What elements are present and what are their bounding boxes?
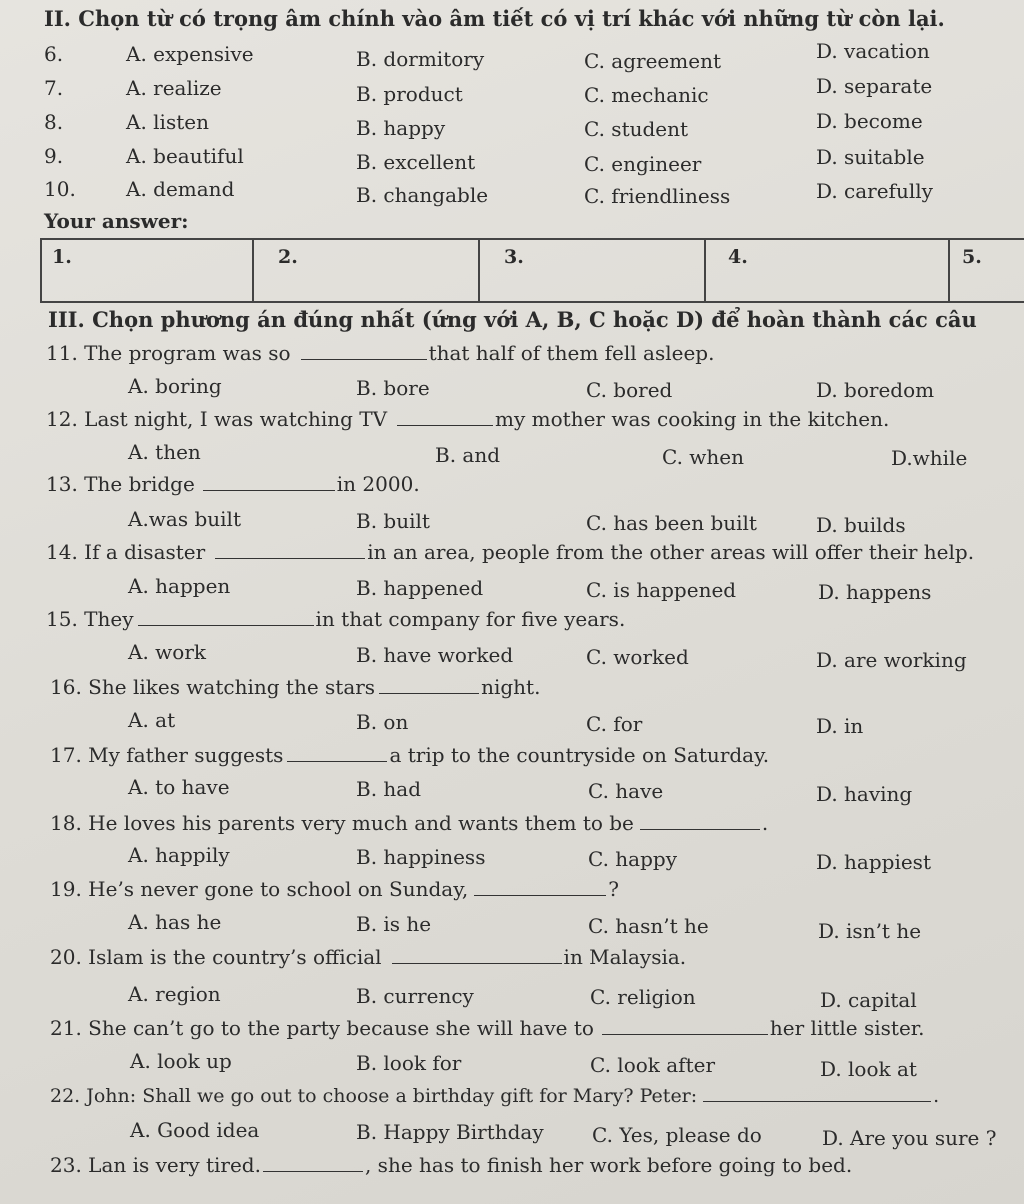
option-a: A. beautiful	[126, 144, 244, 168]
answer-blank[interactable]	[474, 894, 606, 896]
answer-cell-label: 2.	[278, 246, 298, 268]
stem-after-blank: that half of them fell asleep.	[428, 341, 715, 365]
your-answer-label: Your answer:	[44, 209, 189, 233]
question-stem	[50, 811, 768, 835]
option-c: C. student	[584, 117, 689, 141]
option-a: A. happen	[128, 574, 231, 598]
option-b: B. is he	[356, 912, 432, 936]
option-a: A. then	[128, 440, 201, 464]
question-stem	[50, 945, 686, 969]
stem-before-blank: 19. He’s never gone to school on Sunday,	[50, 877, 469, 901]
option-c: C. when	[662, 445, 745, 469]
option-d: D. builds	[816, 513, 906, 537]
option-b: B. and	[435, 443, 501, 467]
answer-cell-label: 3.	[504, 246, 524, 268]
question-stem	[46, 341, 714, 365]
stem-before-blank: 23. Lan is very tired.	[50, 1153, 261, 1177]
answer-cell-1[interactable]	[41, 239, 253, 302]
option-a: A. look up	[130, 1049, 232, 1073]
option-b: B. bore	[356, 376, 430, 400]
answer-cell-5[interactable]	[949, 239, 1024, 302]
stem-after-blank: ?	[608, 877, 619, 901]
answer-cell-label: 4.	[728, 246, 748, 268]
stem-after-blank: in Malaysia.	[563, 945, 687, 969]
option-d: D. in	[816, 714, 864, 738]
answer-cell-label: 5.	[962, 246, 982, 268]
option-a: A. realize	[126, 76, 222, 100]
option-b: B. happy	[356, 116, 446, 140]
option-d: D. look at	[820, 1057, 917, 1081]
answer-blank[interactable]	[379, 692, 479, 694]
option-c: C. hasn’t he	[588, 914, 709, 938]
answer-blank[interactable]	[263, 1170, 363, 1172]
option-a: A. to have	[128, 775, 230, 799]
question-stem	[50, 1016, 925, 1040]
stem-before-blank: 20. Islam is the country’s official	[50, 945, 382, 969]
question-stem	[50, 877, 619, 901]
option-b: B. changable	[356, 183, 489, 207]
question-stem	[50, 675, 540, 699]
option-c: C. mechanic	[584, 83, 709, 107]
answer-blank[interactable]	[287, 760, 387, 762]
option-d: D. suitable	[816, 145, 925, 169]
option-b: B. happened	[356, 576, 484, 600]
option-c: C. have	[588, 779, 664, 803]
option-c: C. engineer	[584, 152, 702, 176]
stem-after-blank: in 2000.	[336, 472, 420, 496]
option-c: C. bored	[586, 378, 673, 402]
option-d: D. separate	[816, 74, 933, 98]
answer-table	[40, 238, 1024, 303]
stem-before-blank: 12. Last night, I was watching TV	[46, 407, 388, 431]
option-a: A. demand	[126, 177, 235, 201]
option-d: D. Are you sure ?	[822, 1126, 997, 1150]
option-d: D.while	[891, 446, 968, 470]
stem-after-blank: her little sister.	[769, 1016, 925, 1040]
option-a: A. happily	[128, 843, 230, 867]
answer-cell-label: 1.	[52, 246, 72, 268]
option-c: C. religion	[590, 985, 696, 1009]
option-a: A. Good idea	[130, 1118, 260, 1142]
option-b: B. dormitory	[356, 47, 485, 71]
option-d: D. happiest	[816, 850, 931, 874]
option-a: A. at	[128, 708, 176, 732]
question-stem	[46, 540, 974, 564]
option-d: D. boredom	[816, 378, 935, 402]
option-b: B. currency	[356, 984, 474, 1008]
option-c: C. look after	[590, 1053, 716, 1077]
option-d: D. carefully	[816, 179, 933, 203]
answer-blank[interactable]	[602, 1033, 768, 1035]
answer-cell-2[interactable]	[253, 239, 479, 302]
option-b: B. Happy Birthday	[356, 1120, 544, 1144]
option-b: B. look for	[356, 1051, 462, 1075]
question-stem	[50, 1153, 852, 1177]
option-c: C. for	[586, 712, 643, 736]
stem-after-blank: night.	[481, 675, 541, 699]
section-3-title: III. Chọn phương án đúng nhất (ứng với A, B, C hoặc D) để hoàn thành các câu	[48, 307, 977, 332]
option-c: C. agreement	[584, 49, 721, 73]
option-c: C. friendliness	[584, 184, 731, 208]
option-d: D. become	[816, 109, 923, 133]
stem-before-blank: 11. The program was so	[46, 341, 291, 365]
option-d: D. happens	[818, 580, 932, 604]
question-stem	[50, 743, 769, 767]
option-d: D. having	[816, 782, 913, 806]
answer-blank[interactable]	[397, 424, 493, 426]
answer-cell-3[interactable]	[479, 239, 705, 302]
stem-after-blank: .	[761, 811, 769, 835]
answer-blank[interactable]	[138, 624, 314, 626]
option-a: A. region	[128, 982, 221, 1006]
stem-before-blank: 16. She likes watching the stars	[50, 675, 376, 699]
option-d: D. are working	[816, 648, 967, 672]
stem-before-blank: 18. He loves his parents very much and wants them to be	[50, 811, 634, 835]
option-d: D. capital	[820, 988, 917, 1012]
option-c: C. has been built	[586, 511, 757, 535]
option-d: D. isn’t he	[818, 919, 922, 943]
question-stem	[46, 472, 420, 496]
option-b: B. product	[356, 82, 463, 106]
option-a: A. boring	[128, 374, 222, 398]
question-stem	[46, 407, 889, 431]
stem-before-blank: 14. If a disaster	[46, 540, 206, 564]
option-b: B. on	[356, 710, 409, 734]
option-a: A. has he	[128, 910, 222, 934]
option-c: C. Yes, please do	[592, 1123, 762, 1147]
question-number: 8.	[44, 110, 64, 134]
question-stem	[50, 1085, 939, 1107]
option-b: B. have worked	[356, 643, 514, 667]
stem-before-blank: 22. John: Shall we go out to choose a birthday gift for Mary? Peter:	[50, 1085, 698, 1107]
question-stem	[46, 607, 625, 631]
option-c: C. is happened	[586, 578, 737, 602]
option-d: D. vacation	[816, 39, 930, 63]
question-number: 9.	[44, 144, 64, 168]
option-a: A. work	[128, 640, 206, 664]
stem-before-blank: 13. The bridge	[46, 472, 195, 496]
stem-after-blank: in an area, people from the other areas will offer their help.	[367, 540, 975, 564]
option-b: B. excellent	[356, 150, 476, 174]
stem-after-blank: a trip to the countryside on Saturday.	[389, 743, 770, 767]
answer-blank[interactable]	[703, 1100, 931, 1102]
option-a: A.was built	[128, 507, 241, 531]
answer-blank[interactable]	[392, 962, 562, 964]
option-c: C. happy	[588, 847, 678, 871]
stem-before-blank: 15. They	[46, 607, 134, 631]
option-b: B. happiness	[356, 845, 486, 869]
stem-after-blank: .	[933, 1085, 940, 1107]
stem-after-blank: my mother was cooking in the kitchen.	[495, 407, 890, 431]
section-2-title: II. Chọn từ có trọng âm chính vào âm tiết có vị trí khác với những từ còn lại.	[44, 6, 945, 31]
option-a: A. expensive	[126, 42, 254, 66]
stem-after-blank: , she has to finish her work before going to bed.	[364, 1153, 853, 1177]
answer-blank[interactable]	[215, 557, 365, 559]
option-b: B. built	[356, 509, 430, 533]
question-number: 10.	[44, 177, 76, 201]
option-c: C. worked	[586, 645, 689, 669]
stem-after-blank: in that company for five years.	[315, 607, 626, 631]
question-number: 6.	[44, 42, 64, 66]
option-a: A. listen	[126, 110, 209, 134]
answer-cell-4[interactable]	[705, 239, 949, 302]
question-number: 7.	[44, 76, 64, 100]
answer-blank[interactable]	[301, 358, 427, 360]
stem-before-blank: 17. My father suggests	[50, 743, 284, 767]
answer-blank[interactable]	[640, 828, 760, 830]
option-b: B. had	[356, 777, 422, 801]
stem-before-blank: 21. She can’t go to the party because she will have to	[50, 1016, 594, 1040]
answer-blank[interactable]	[203, 489, 335, 491]
